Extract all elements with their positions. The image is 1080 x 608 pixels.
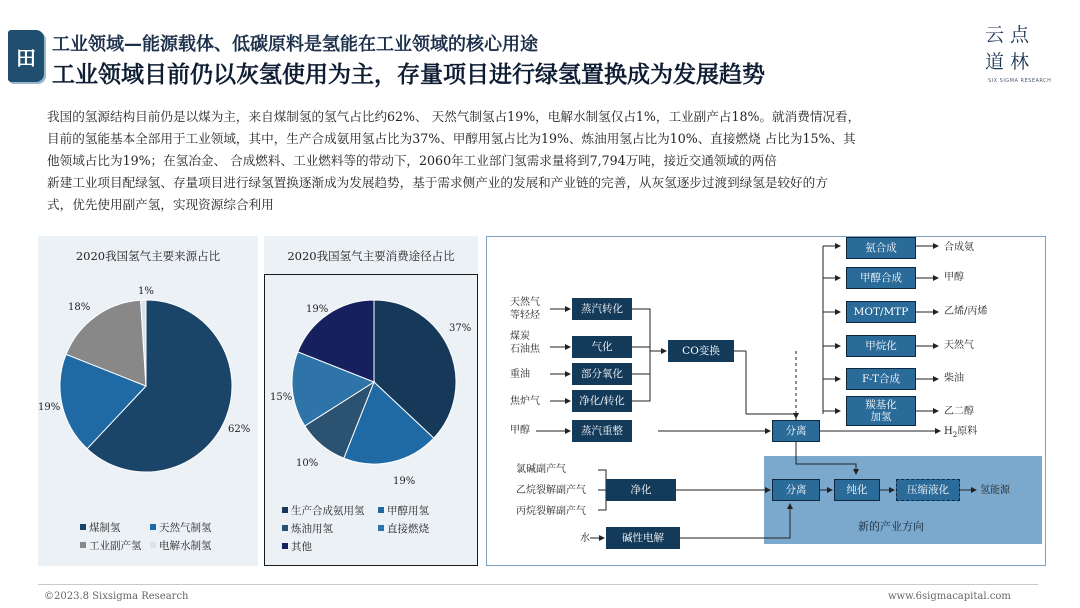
legend-label: 电解水制氢 [159, 540, 212, 552]
footer-copyright: ©2023.8 Sixsigma Research [44, 591, 189, 602]
output-ammonia: 合成氨 [944, 242, 974, 253]
box-methanation: 甲烷化 [846, 335, 916, 357]
footer-divider [38, 584, 1038, 585]
input-propane: 丙烷裂解副产气 [516, 506, 586, 517]
box-mto: MOT/MTP [846, 301, 916, 323]
box-gasification: 气化 [572, 336, 632, 358]
box-separation-2: 分离 [772, 479, 820, 501]
box-purification: 净化 [606, 479, 676, 501]
box-ammonia-synthesis: 氨合成 [846, 237, 916, 259]
h2-symbol: H [944, 426, 953, 437]
legend-swatch [80, 524, 86, 530]
legend-label: 天然气制氢 [159, 522, 212, 534]
h2-label: 原料 [957, 426, 978, 437]
box-carbonylation [846, 396, 916, 426]
consumption-label-refining: 10% [296, 458, 319, 469]
box-steam-conversion: 蒸汽转化 [572, 298, 632, 320]
output-h2-energy: 氢能源 [980, 485, 1010, 496]
paragraph-line: 新建工业项目配绿氢、存量项目进行绿氢置换逐渐成为发展趋势，基于需求侧产业的发展和产业链的完善，从灰氢逐步过渡到绿氢是较好的方 [47, 175, 828, 190]
source-label-natural-gas: 19% [38, 402, 61, 413]
legend-label: 工业副产氢 [89, 540, 142, 552]
new-industry-label: 新的产业方向 [858, 520, 924, 533]
input-line: 煤炭 [510, 331, 530, 342]
legend-label: 直接燃烧 [387, 523, 429, 535]
paragraph-line: 我国的氢源结构目前仍是以煤为主，来自煤制氢的氢气占比约62%、 天然气制氢占19%，电解水制氢仅占1%，工业副产占18%。就消费情况看， [47, 109, 861, 124]
legend-item [150, 538, 212, 553]
summary-paragraph [47, 106, 1037, 216]
output-diesel: 柴油 [944, 373, 964, 384]
output-olefins: 乙烯/丙烯 [944, 306, 988, 317]
source-label-electrolysis: 1% [138, 286, 154, 297]
h2-subscript: 2 [952, 431, 958, 439]
box-co-shift: CO变换 [668, 340, 734, 362]
logo-badge [8, 30, 44, 82]
input-heavy-oil: 重油 [510, 369, 530, 380]
source-label-byproduct: 18% [68, 302, 91, 313]
output-glycol: 乙二醇 [944, 406, 974, 417]
input-methanol: 甲醇 [510, 425, 530, 436]
legend-item [378, 503, 429, 518]
box-partial-oxidation: 部分氧化 [572, 363, 632, 385]
box-steam-reform: 蒸汽重整 [572, 420, 632, 442]
box-methanol-synthesis: 甲醇合成 [846, 267, 916, 289]
consumption-label-methanol: 19% [393, 476, 416, 487]
consumption-label-ammonia: 37% [449, 323, 472, 334]
source-label-coal: 62% [228, 424, 251, 435]
legend-item [80, 538, 142, 553]
input-line: 石油焦 [510, 344, 540, 355]
legend-label: 其他 [291, 541, 312, 553]
input-coke-gas: 焦炉气 [510, 396, 540, 407]
legend-label: 煤制氢 [89, 522, 121, 534]
input-water: 水 [580, 533, 590, 544]
box-ft-synthesis: F-T合成 [846, 368, 916, 390]
box-line: 羰基化 [865, 399, 897, 411]
brand-logo [985, 22, 1045, 76]
legend-swatch [282, 525, 288, 531]
input-natural-gas [510, 296, 540, 322]
legend-swatch [282, 507, 288, 513]
source-chart-title: 2020我国氢气主要来源占比 [75, 249, 221, 263]
output-h2-raw [944, 425, 977, 442]
box-compress-liquefy: 压缩液化 [896, 479, 960, 501]
logo-glyph: 田 [16, 46, 36, 70]
legend-swatch [378, 525, 384, 531]
legend-item [282, 503, 365, 518]
legend-label: 甲醇用氢 [387, 505, 429, 517]
legend-item [80, 520, 121, 535]
legend-swatch [80, 542, 86, 548]
consumption-chart-title: 2020我国氢气主要消费途径占比 [287, 249, 455, 263]
input-line: 等轻烃 [510, 310, 540, 321]
brand-english: SIX SIGMA RESEARCH [988, 78, 1052, 84]
input-coal [510, 330, 540, 356]
box-refinement: 纯化 [834, 479, 880, 501]
legend-item [282, 539, 312, 554]
footer-website: www.6sigmacapital.com [888, 591, 1011, 602]
legend-swatch [150, 542, 156, 548]
input-chlor-alkali: 氯碱副产气 [516, 464, 566, 475]
legend-swatch [150, 524, 156, 530]
paragraph-line: 目前的氢能基本全部用于工业领域，其中，生产合成氨用氢占比为37%、甲醇用氢占比为19%、炼油用氢占比为10%、直接燃烧 占比为15%、其 [47, 131, 856, 146]
legend-swatch [282, 543, 288, 549]
legend-item [150, 520, 212, 535]
page-subtitle: 工业领域目前仍以灰氢使用为主，存量项目进行绿氢置换成为发展趋势 [52, 62, 765, 88]
brand-line-1: 云点 [985, 24, 1036, 46]
box-alkaline-electrolysis: 碱性电解 [606, 527, 680, 549]
output-methanol: 甲醇 [944, 272, 964, 283]
legend-label: 炼油用氢 [291, 523, 333, 535]
consumption-label-other: 19% [306, 304, 329, 315]
legend-item [378, 521, 429, 536]
legend-swatch [378, 507, 384, 513]
box-purify-convert: 净化/转化 [572, 390, 632, 412]
box-line: 加氢 [870, 411, 892, 423]
legend-label: 生产合成氨用氢 [291, 505, 365, 517]
paragraph-line: 式，优先使用副产氢，实现资源综合利用 [47, 197, 274, 212]
box-separation-1: 分离 [772, 420, 820, 442]
paragraph-line: 他领域占比为19%；在氢冶金、 合成燃料、工业燃料等的带动下，2060年工业部门氢需求量将到7,794万吨，接近交通领域的两倍 [47, 153, 777, 168]
input-line: 天然气 [510, 297, 540, 308]
consumption-label-combustion: 15% [270, 392, 293, 403]
brand-line-2: 道林 [985, 51, 1036, 73]
output-natural-gas: 天然气 [944, 340, 974, 351]
input-ethane: 乙烷裂解副产气 [516, 485, 586, 496]
legend-item [282, 521, 333, 536]
page-title: 工业领域—能源载体、低碳原料是氢能在工业领域的核心用途 [52, 34, 538, 55]
